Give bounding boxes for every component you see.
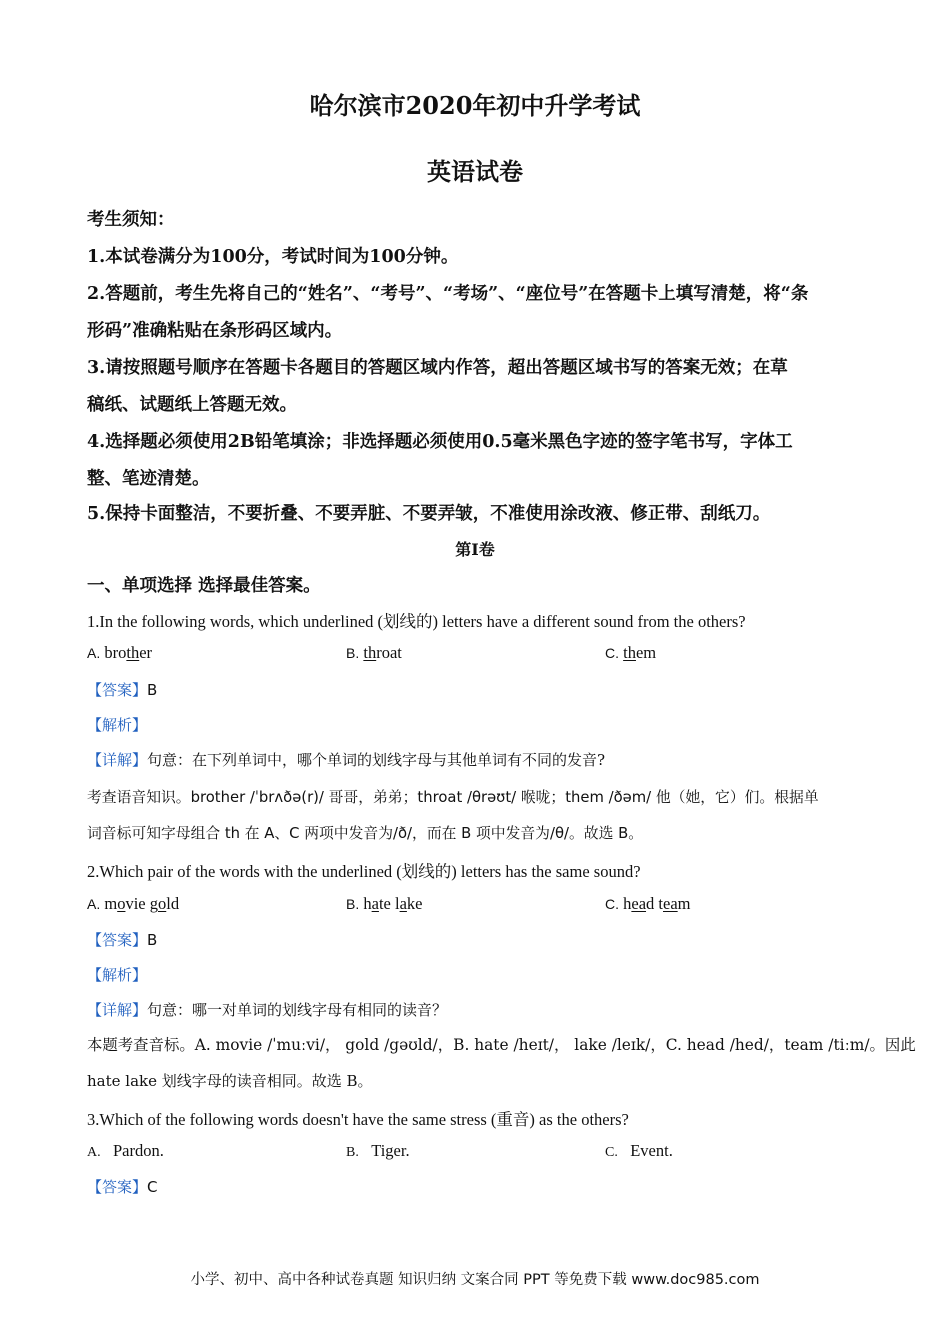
question-3-stem: 3.Which of the following words doesn't have the same stress (重音) as the others? xyxy=(87,1110,629,1129)
notice-item: 整、笔迹清楚。 xyxy=(87,469,210,489)
page-subtitle: 英语试卷 xyxy=(427,157,523,186)
q1-explanation: 考查语音知识。brother /ˈbrʌðə(r)/ 哥哥，弟弟；throat /θrəʊt/ 喉咙；them /ðəm/ 他（她，它）们。根据单 xyxy=(87,789,819,806)
page-title: 哈尔滨市2020年初中升学考试 xyxy=(309,91,641,120)
q1-option-c: C. them xyxy=(605,643,657,662)
notice-item: 3.请按照题号顺序在答题卡各题目的答题区域内作答，超出答题区域书写的答案无效；在草 xyxy=(87,358,788,378)
notice-item: 2.答题前，考生先将自己的“姓名”、“考号”、“考场”、“座位号”在答题卡上填写清楚，将“条 xyxy=(87,284,809,304)
q1-option-a: A. brother xyxy=(87,643,153,662)
q1-analysis-tag: 【解析】 xyxy=(87,716,148,734)
q1-option-b: B. throat xyxy=(346,643,402,662)
q2-analysis-tag: 【解析】 xyxy=(87,966,148,984)
notice-item: 4.选择题必须使用2B铅笔填涂；非选择题必须使用0.5毫米黑色字迹的签字笔书写，字体工 xyxy=(87,432,793,452)
notice-heading: 考生须知： xyxy=(87,210,175,230)
q2-option-a: A. movie gold xyxy=(87,894,180,913)
q2-option-b: B. hate lake xyxy=(346,894,423,913)
q2-explanation: hate lake 划线字母的读音相同。故选 B。 xyxy=(87,1072,373,1090)
notice-item: 稿纸、试题纸上答题无效。 xyxy=(87,395,297,415)
question-1-stem: 1.In the following words, which underlined (划线的) letters have a different sound from the others? xyxy=(87,612,746,631)
notice-item: 1.本试卷满分为100分，考试时间为100分钟。 xyxy=(87,247,459,267)
q3-answer: 【答案】C xyxy=(87,1178,158,1196)
q2-option-c: C. head team xyxy=(605,894,691,913)
q2-detail: 【详解】句意：哪一对单词的划线字母有相同的读音？ xyxy=(87,1001,448,1019)
notice-item: 5.保持卡面整洁，不要折叠、不要弄脏、不要弄皱，不准使用涂改液、修正带、刮纸刀。 xyxy=(87,504,771,524)
page-footer: 小学、初中、高中各种试卷真题 知识归纳 文案合同 PPT 等免费下载 www.doc985.com xyxy=(190,1272,760,1288)
q1-answer: 【答案】B xyxy=(87,681,158,699)
volume-label: 第Ⅰ卷 xyxy=(455,540,495,559)
notice-item: 形码”准确粘贴在条形码区域内。 xyxy=(87,321,343,341)
q2-explanation: 本题考查音标。A. movie /ˈmuːvi/， gold /gəʊld/，B. hate /heɪt/， lake /leɪk/，C. head /hed/，team /tiːm/。因此 xyxy=(87,1036,916,1054)
q1-detail: 【详解】句意：在下列单词中，哪个单词的划线字母与其他单词有不同的发音? xyxy=(87,751,606,769)
q2-answer: 【答案】B xyxy=(87,931,158,949)
q3-option-a: A. Pardon. xyxy=(87,1141,164,1160)
q3-option-c: C. Event. xyxy=(605,1141,673,1160)
q3-option-b: B. Tiger. xyxy=(346,1141,410,1160)
section-heading: 一、单项选择 选择最佳答案。 xyxy=(87,576,321,596)
question-2-stem: 2.Which pair of the words with the underlined (划线的) letters has the same sound? xyxy=(87,862,641,881)
q1-explanation: 词音标可知字母组合 th 在 A、C 两项中发音为/ð/，而在 B 项中发音为/θ/。故选 B。 xyxy=(87,825,644,842)
